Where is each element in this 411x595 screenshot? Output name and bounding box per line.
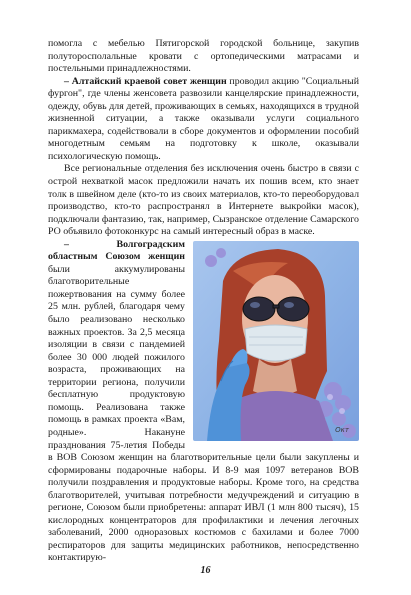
paragraph-4 bbox=[48, 239, 359, 565]
org-name-volgograd: – Волгоградским областным Союзом женщин bbox=[48, 238, 185, 263]
page-number: 16 bbox=[200, 565, 211, 576]
paragraph-2-text: проводил акцию "Социальный фургон", где члены женсовета развозили канцелярские принадлежности, одежду, обувь для детей, проживающих в семьях, находящихся в трудной жизненной ситуации, а также оказывали услуги социального парикмахера, содействовали в сборе документов и оформлении пособий многодетным семьям на подготовку к школе, оказывали психологическую помощь. bbox=[48, 75, 359, 162]
paragraph-4-text: были аккумулированы благотворительные пожертвования на сумму более 25 млн. рублей, благодаря чему было реализовано несколько важных проектов. За 2,5 месяца изоляции в связи с пандемией более 30 000 людей пожилого возраста, проживающих на территории региона, получили бесплатную продуктовую помощь. Реализована также помощь в рамках проекта «Вам, родные». Накануне празднования 75-летия Победы в ВОВ Союзом женщин на благотворительные цели были закуплены и сформированы подарочные наборы. И 8-9 мая 1097 ветеранов ВОВ получили поздравления и продуктовые наборы. Кроме того, на средства благотворителей, учитывая потребности медучреждений и ситуацию в регионе, Союзом были приобретены: аппарат ИВЛ (1 млн 800 тысяч), 15 кислородных концентраторов для профилактики и лечения легочных заболеваний, 2000 одноразовых костюмов с бахилами и более 7000 респираторов для защиты медицинских работников, непосредственно контактирую- bbox=[48, 263, 359, 564]
paragraph-2 bbox=[48, 76, 359, 164]
paragraph-3: Все региональные отделения без исключения очень быстро в связи с острой нехваткой масок предложили начать их пошив всем, кто знает толк в швейном деле (кто-то из своих материалов, кто-то переоборудовал производство, кто-то распространял в Интернете выкройки масок), подключали фантазию, так, например, Сызранское отделение Самарского РО объявило фотоконкурс на самый интересный образ в маске. bbox=[48, 163, 359, 238]
painting-woman-in-mask bbox=[193, 241, 359, 441]
paragraph-1: помогла с мебелью Пятигорской городской больнице, закупив полуторосполальные кровати с ортопедическими матрасами и постельными принадлежностями. bbox=[48, 38, 359, 75]
painting-signature: Окт bbox=[335, 426, 349, 435]
body-text bbox=[48, 38, 359, 565]
painting-image bbox=[193, 241, 359, 441]
org-name-altai: – Алтайский краевой совет женщин bbox=[64, 75, 227, 87]
